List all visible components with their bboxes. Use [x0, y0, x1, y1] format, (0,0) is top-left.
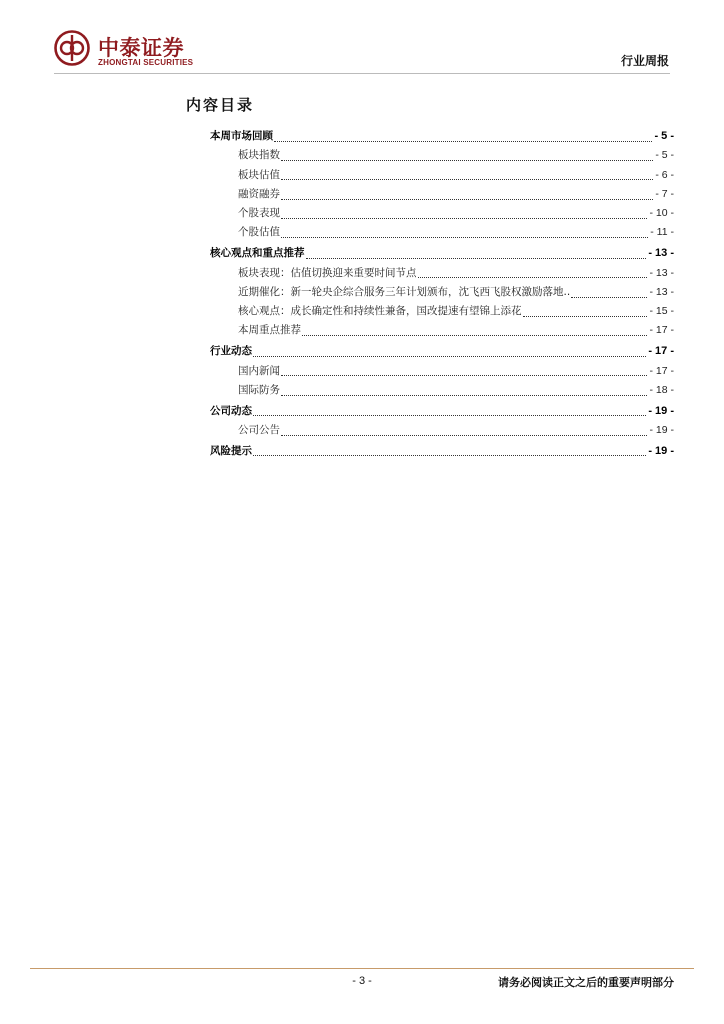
table-of-contents: [210, 128, 674, 462]
toc-title: 内容目录: [186, 96, 255, 114]
toc-subsection-entry[interactable]: [210, 167, 674, 186]
toc-entry-label: 融资融券: [238, 187, 280, 200]
toc-dot-leader: [281, 190, 653, 200]
toc-entry-page: - 13 -: [649, 266, 674, 279]
toc-subsection-entry[interactable]: [210, 322, 674, 341]
toc-subsection-entry[interactable]: [210, 382, 674, 401]
toc-dot-leader: [253, 347, 646, 357]
toc-entry-page: - 17 -: [649, 324, 674, 337]
toc-entry-label: 板块估值: [238, 168, 280, 181]
report-type-label: 行业周报: [620, 54, 669, 68]
logo-english-name: ZHONGTAI SECURITIES: [98, 58, 194, 67]
toc-entry-page: - 13 -: [648, 247, 674, 260]
toc-dot-leader: [281, 170, 653, 180]
toc-entry-label: 个股估值: [238, 226, 280, 239]
toc-entry-page: - 5 -: [655, 149, 674, 162]
toc-subsection-entry[interactable]: [210, 265, 674, 284]
toc-entry-page: - 17 -: [649, 364, 674, 377]
toc-dot-leader: [281, 209, 647, 219]
toc-subsection-entry[interactable]: [210, 147, 674, 166]
toc-entry-label: 板块指数: [238, 149, 280, 162]
toc-dot-leader: [281, 426, 647, 436]
toc-entry-label: 风险提示: [210, 444, 252, 457]
toc-entry-page: - 7 -: [655, 187, 674, 200]
toc-entry-page: - 17 -: [648, 345, 674, 358]
header-divider: [54, 73, 670, 74]
logo-chinese-name: 中泰证券: [98, 36, 184, 60]
toc-dot-leader: [281, 228, 648, 238]
toc-entry-page: - 15 -: [649, 305, 674, 318]
toc-entry-page: - 13 -: [649, 285, 674, 298]
toc-dot-leader: [253, 446, 646, 456]
toc-subsection-entry[interactable]: [210, 363, 674, 382]
toc-entry-label: 近期催化：新一轮央企综合服务三年计划颁布，沈飞西飞股权激励落地..: [238, 285, 571, 298]
toc-entry-page: - 5 -: [654, 130, 674, 142]
toc-entry-label: 行业动态: [210, 345, 252, 358]
toc-entry-page: - 19 -: [648, 444, 674, 457]
toc-entry-page: - 11 -: [650, 226, 674, 239]
toc-subsection-entry[interactable]: [210, 303, 674, 322]
toc-subsection-entry[interactable]: [210, 186, 674, 205]
toc-entry-label: 公司公告: [238, 423, 280, 436]
toc-dot-leader: [302, 326, 647, 336]
toc-entry-label: 个股表现: [238, 207, 280, 220]
toc-entry-page: - 10 -: [649, 207, 674, 220]
toc-entry-label: 本周重点推荐: [238, 324, 301, 337]
toc-subsection-entry[interactable]: [210, 284, 674, 303]
toc-entry-label: 核心观点：成长确定性和持续性兼备，国改提速有望锦上添花: [238, 305, 522, 318]
toc-dot-leader: [253, 406, 646, 416]
toc-dot-leader: [571, 288, 647, 298]
toc-entry-label: 本周市场回顾: [210, 130, 273, 142]
toc-entry-page: - 19 -: [648, 404, 674, 417]
footer-disclaimer: 请务必阅读正文之后的重要声明部分: [498, 976, 674, 989]
page-number: - 3 -: [352, 975, 372, 987]
toc-subsection-entry[interactable]: [210, 205, 674, 224]
toc-section-entry[interactable]: [210, 245, 674, 264]
page-header: [0, 0, 724, 80]
toc-subsection-entry[interactable]: [210, 422, 674, 441]
toc-entry-label: 板块表现：估值切换迎来重要时间节点: [238, 266, 417, 279]
toc-dot-leader: [281, 386, 647, 396]
toc-entry-label: 核心观点和重点推荐: [210, 247, 305, 260]
toc-entry-label: 国际防务: [238, 383, 280, 396]
toc-section-entry[interactable]: [210, 343, 674, 362]
toc-dot-leader: [523, 307, 648, 317]
toc-dot-leader: [418, 268, 648, 278]
toc-entry-label: 国内新闻: [238, 364, 280, 377]
toc-entry-page: - 6 -: [655, 168, 674, 181]
toc-entry-page: - 18 -: [649, 383, 674, 396]
footer-divider: [30, 968, 694, 969]
toc-dot-leader: [281, 366, 647, 376]
toc-dot-leader: [281, 151, 653, 161]
toc-section-entry[interactable]: [210, 403, 674, 422]
toc-section-entry[interactable]: [210, 443, 674, 462]
zhongtai-logo-icon: [54, 30, 90, 66]
toc-section-entry[interactable]: [210, 128, 674, 147]
toc-entry-label: 公司动态: [210, 404, 252, 417]
toc-dot-leader: [274, 132, 652, 142]
toc-entry-page: - 19 -: [649, 423, 674, 436]
toc-subsection-entry[interactable]: [210, 224, 674, 243]
toc-dot-leader: [306, 249, 647, 259]
